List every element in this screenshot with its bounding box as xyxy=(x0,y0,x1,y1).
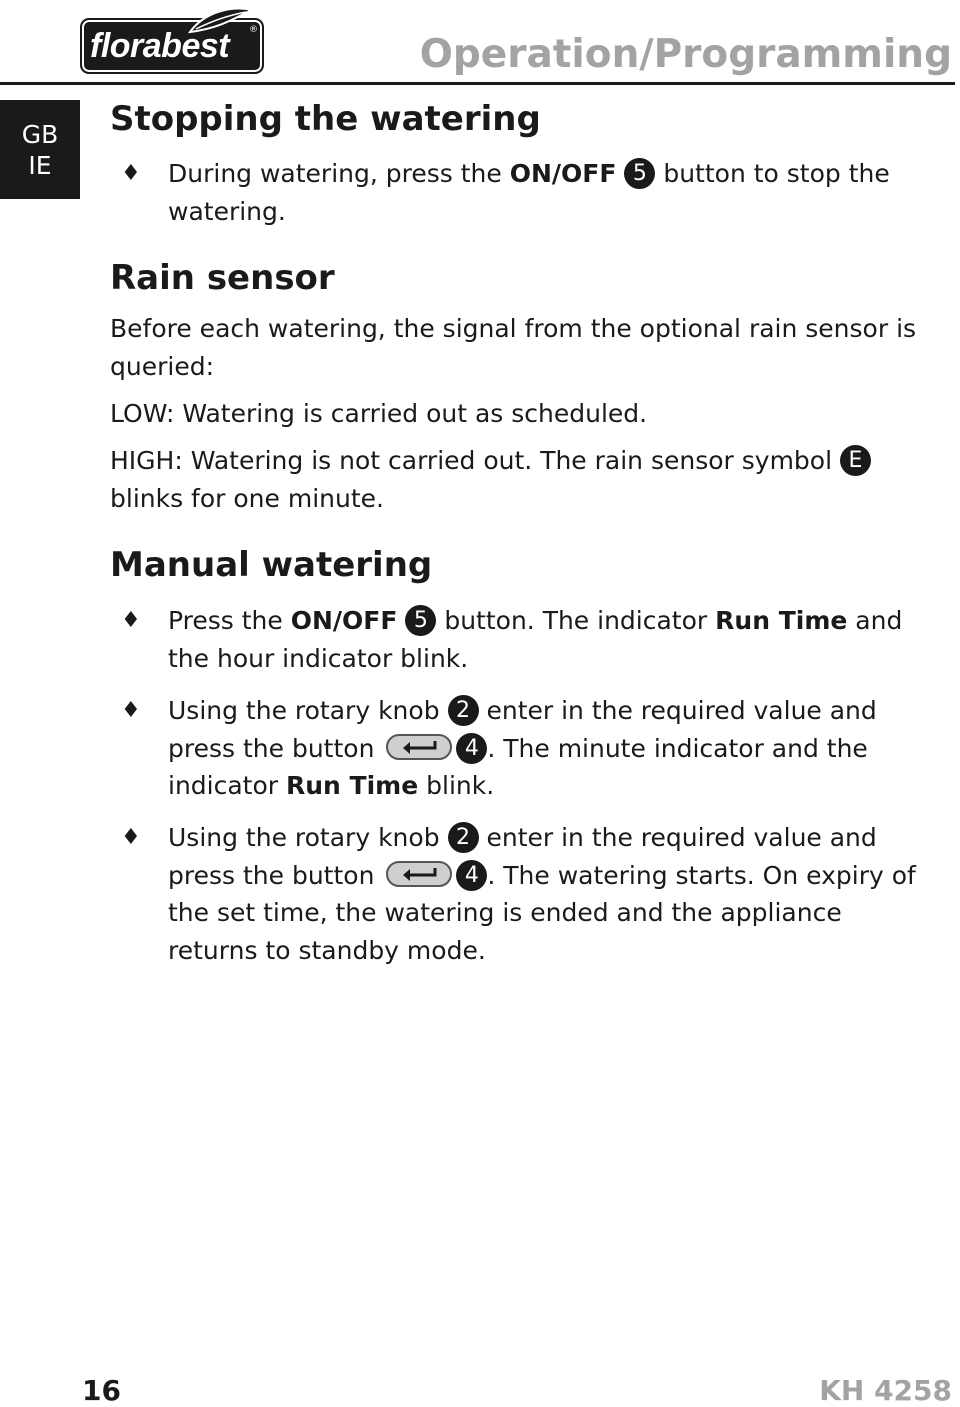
diamond-bullet-icon: ♦ xyxy=(121,698,141,723)
ref-letter-badge: E xyxy=(840,445,871,476)
enter-button-icon xyxy=(386,734,452,760)
section-title: Operation/Programming xyxy=(419,32,952,77)
list-item-text: Using the rotary knob 2 enter in the required value and press the button 4 . The minute indicator and the indicator Run Time blink. xyxy=(168,696,877,800)
heading-stopping: Stopping the watering xyxy=(110,99,541,139)
list-item xyxy=(110,155,930,230)
list-item-text: Press the ON/OFF 5 button. The indicator Run Time and the hour indicator blink. xyxy=(168,606,903,673)
language-tab xyxy=(0,100,80,199)
list-item xyxy=(110,692,930,805)
lang-code-gb: GB xyxy=(21,120,59,149)
ref-number-badge: 5 xyxy=(405,605,436,636)
model-number: KH 4258 xyxy=(819,1374,952,1407)
ref-number-badge: 2 xyxy=(448,822,479,853)
heading-rain-sensor: Rain sensor xyxy=(110,258,335,298)
heading-manual-watering: Manual watering xyxy=(110,545,433,585)
brand-name: florabest xyxy=(90,27,230,65)
lang-code-ie: IE xyxy=(28,151,52,180)
diamond-bullet-icon: ♦ xyxy=(121,608,141,633)
page-number: 16 xyxy=(82,1374,121,1407)
rain-paragraph-2: LOW: Watering is carried out as scheduled. xyxy=(110,399,648,428)
list-item xyxy=(110,819,930,969)
rain-paragraph-3: HIGH: Watering is not carried out. The rain sensor symbol E blinks for one minute. xyxy=(110,442,930,517)
rain-paragraph-1: Before each watering, the signal from the optional rain sensor is queried: xyxy=(110,314,917,381)
ref-number-badge: 2 xyxy=(448,695,479,726)
ref-number-badge: 5 xyxy=(624,158,655,189)
enter-button-icon xyxy=(386,861,452,887)
diamond-bullet-icon: ♦ xyxy=(121,825,141,850)
list-item-text: Using the rotary knob 2 enter in the required value and press the button 4 . The watering starts. On expiry of the set time, the watering is ended and the appliance returns to standby mode. xyxy=(168,823,916,965)
header-rule xyxy=(0,82,955,85)
ref-number-badge: 4 xyxy=(456,860,487,891)
registered-mark: ® xyxy=(249,25,258,35)
brand-logo xyxy=(80,18,264,74)
diamond-bullet-icon: ♦ xyxy=(121,161,141,186)
list-item-text: During watering, press the ON/OFF 5 button to stop the watering. xyxy=(168,159,890,226)
ref-number-badge: 4 xyxy=(456,733,487,764)
list-item xyxy=(110,602,930,677)
